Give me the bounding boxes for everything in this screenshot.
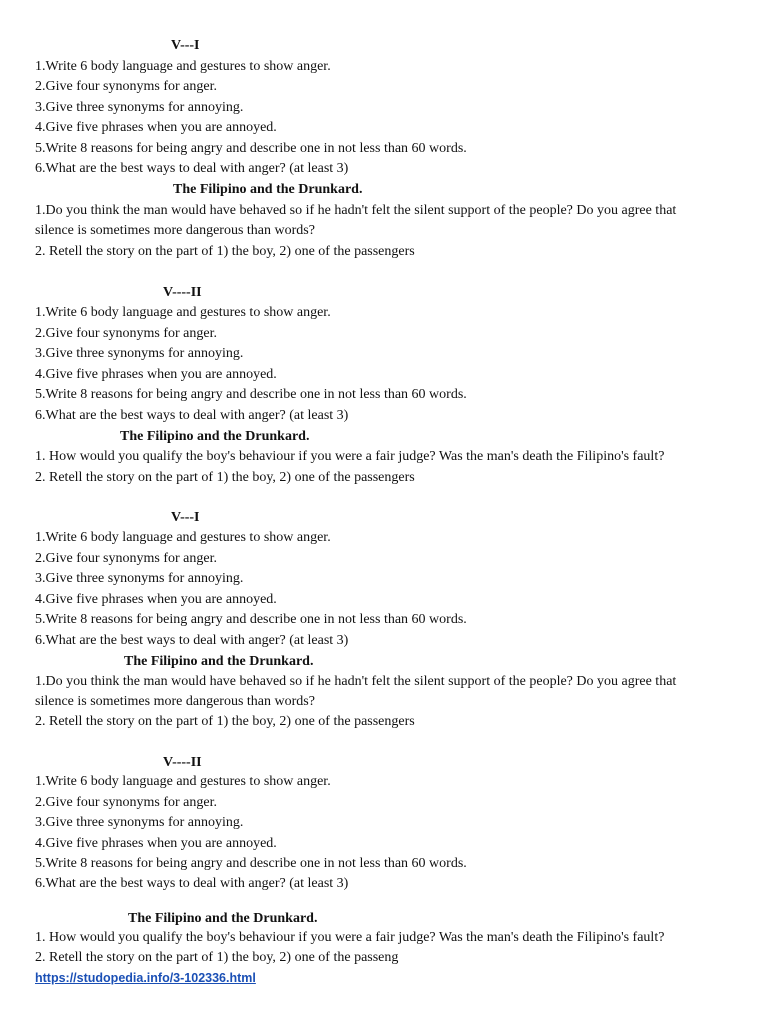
- variant-heading: V---I: [171, 510, 200, 525]
- story-question: 1. How would you qualify the boy's behaviour if you were a fair judge? Was the man's death the Filipino's fault?: [35, 930, 665, 945]
- variant-heading: V---I: [171, 38, 200, 53]
- variant-heading: V----II: [163, 285, 202, 300]
- source-link[interactable]: https://studopedia.info/3-102336.html: [35, 971, 256, 985]
- task-item: 4.Give five phrases when you are annoyed.: [35, 592, 277, 607]
- task-item: 1.Write 6 body language and gestures to show anger.: [35, 530, 331, 545]
- story-question: 1. How would you qualify the boy's behaviour if you were a fair judge? Was the man's death the Filipino's fault?: [35, 449, 665, 464]
- task-item: 3.Give three synonyms for annoying.: [35, 815, 244, 830]
- task-item: 4.Give five phrases when you are annoyed.: [35, 120, 277, 135]
- story-question: 1.Do you think the man would have behaved so if he hadn't felt the silent support of the people? Do you agree that: [35, 674, 677, 689]
- story-title: The Filipino and the Drunkard.: [120, 429, 310, 444]
- story-question: 2. Retell the story on the part of 1) the boy, 2) one of the passengers: [35, 470, 415, 485]
- task-item: 5.Write 8 reasons for being angry and describe one in not less than 60 words.: [35, 856, 467, 871]
- task-item: 5.Write 8 reasons for being angry and describe one in not less than 60 words.: [35, 387, 467, 402]
- task-item: 6.What are the best ways to deal with anger? (at least 3): [35, 408, 349, 423]
- task-item: 3.Give three synonyms for annoying.: [35, 346, 244, 361]
- task-item: 3.Give three synonyms for annoying.: [35, 571, 244, 586]
- task-item: 6.What are the best ways to deal with anger? (at least 3): [35, 633, 349, 648]
- task-item: 1.Write 6 body language and gestures to show anger.: [35, 774, 331, 789]
- task-item: 5.Write 8 reasons for being angry and describe one in not less than 60 words.: [35, 141, 467, 156]
- task-item: 1.Write 6 body language and gestures to show anger.: [35, 305, 331, 320]
- story-question: silence is sometimes more dangerous than words?: [35, 694, 315, 709]
- task-item: 2.Give four synonyms for anger.: [35, 795, 217, 810]
- task-item: 2.Give four synonyms for anger.: [35, 551, 217, 566]
- task-item: 2.Give four synonyms for anger.: [35, 79, 217, 94]
- task-item: 1.Write 6 body language and gestures to show anger.: [35, 59, 331, 74]
- task-item: 3.Give three synonyms for annoying.: [35, 100, 244, 115]
- task-item: 6.What are the best ways to deal with anger? (at least 3): [35, 161, 349, 176]
- story-title: The Filipino and the Drunkard.: [124, 654, 314, 669]
- story-question: 2. Retell the story on the part of 1) the boy, 2) one of the passengers: [35, 244, 415, 259]
- task-item: 6.What are the best ways to deal with anger? (at least 3): [35, 876, 349, 891]
- story-title: The Filipino and the Drunkard.: [128, 911, 318, 926]
- story-question: 2. Retell the story on the part of 1) the boy, 2) one of the passengers: [35, 714, 415, 729]
- story-question: 2. Retell the story on the part of 1) the boy, 2) one of the passeng: [35, 950, 399, 965]
- variant-heading: V----II: [163, 755, 202, 770]
- task-item: 4.Give five phrases when you are annoyed.: [35, 367, 277, 382]
- story-question: 1.Do you think the man would have behaved so if he hadn't felt the silent support of the people? Do you agree that: [35, 203, 677, 218]
- task-item: 5.Write 8 reasons for being angry and describe one in not less than 60 words.: [35, 612, 467, 627]
- story-title: The Filipino and the Drunkard.: [173, 182, 363, 197]
- story-question: silence is sometimes more dangerous than words?: [35, 223, 315, 238]
- task-item: 4.Give five phrases when you are annoyed.: [35, 836, 277, 851]
- task-item: 2.Give four synonyms for anger.: [35, 326, 217, 341]
